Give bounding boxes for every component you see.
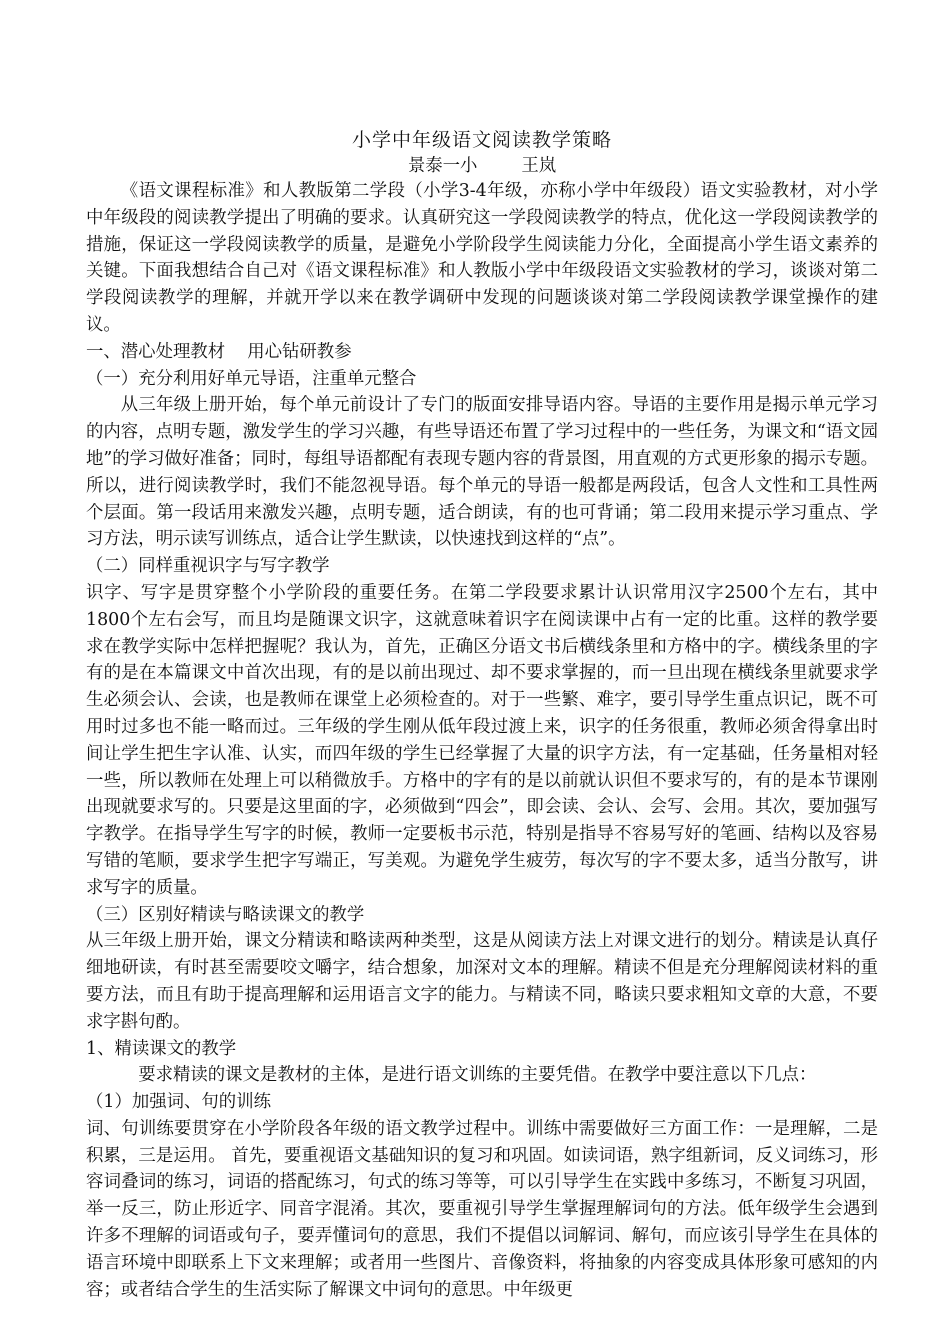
list-heading-2: （1）加强词、句的训练 xyxy=(86,1092,271,1113)
document-page xyxy=(86,126,878,1303)
document-title: 小学中年级语文阅读教学策略 xyxy=(351,129,612,151)
paragraph-literacy: 识字、写字是贯穿整个小学阶段的重要任务。在第二学段要求累计认识常用汉字2500个左右，其中1800个左右会写，而且均是随课文识字，这就意味着识字在阅读课中占有一定的比重。这样的教学要求在教学实际中怎样把握呢？我认为，首先，正确区分语文书后横线条里和方格中的字。横线条里的字有的是在本篇课文中首次出现，有的是以前出现过、却不要求掌握的，而一旦出现在横线条里就要求学生必须会认、会读，也是教师在课堂上必须检查的。对于一些繁、难字，要引导学生重点识记，既不可用时过多也不能一略而过。三年级的学生刚从低年段过渡上来，识字的任务很重，教师必须舍得拿出时间让学生把生字认准、认实，而四年级的学生已经掌握了大量的识字方法，有一定基础，任务量相对轻一些，所以教师在处理上可以稍微放手。方格中的字有的是以前就认识但不要求写的，有的是本节课刚出现就要求写的。只要是这里面的字，必须做到“四会”，即会读、会认、会写、会用。其次，要加强写字教学。在指导学生写字的时候，教师一定要板书示范，特别是指导不容易写好的笔画、结构以及容易写错的笔顺，要求学生把字写端正，写美观。为避免学生疲劳，每次写的字不要太多，适当分散写，讲求写字的质量。 xyxy=(86,582,878,898)
school-name: 景泰一小 xyxy=(407,156,478,176)
list-heading-1: 1、精读课文的教学 xyxy=(86,1038,237,1059)
author-name: 王岚 xyxy=(521,156,557,176)
byline xyxy=(86,154,878,178)
paragraph-unit-guide: 从三年级上册开始，每个单元前设计了专门的版面安排导语内容。导语的主要作用是揭示单元学习的内容，点明专题，激发学生的学习兴趣，有些导语还布置了学习过程中的一些任务，为课文和“语文园地”的学习做好准备；同时，每组导语都配有表现专题内容的背景图，用直观的方式更形象的揭示专题。所以，进行阅读教学时，我们不能忽视导语。每个单元的导语一般都是两段话，包含人文性和工具性两个层面。第一段话用来激发兴趣，点明专题，适合朗读，有的也可背诵；第二段用来提示学习重点、学习方法，明示读写训练点，适合让学生默读，以快速找到这样的“点”。 xyxy=(86,395,878,550)
subsection-heading-3: （三）区别好精读与略读课文的教学 xyxy=(86,904,365,925)
section-heading-1: 一、潜心处理教材 用心钻研教参 xyxy=(86,341,352,362)
intro-paragraph: 《语文课程标准》和人教版第二学段（小学3-4年级，亦称小学中年级段）语文实验教材，对小学中年级段的阅读教学提出了明确的要求。认真研究这一学段阅读教学的特点，优化这一学段阅读教学的措施，保证这一学段阅读教学的质量，是避免小学阶段学生阅读能力分化，全面提高小学生语文素养的关键。下面我想结合自己对《语文课程标准》和人教版小学中年级段语文实验教材的学习，谈谈对第二学段阅读教学的理解，并就开学以来在教学调研中发现的问题谈谈对第二学段阅读教学课堂操作的建议。 xyxy=(86,181,878,335)
subsection-heading-2: （二）同样重视识字与写字教学 xyxy=(86,556,330,577)
paragraph-word-training: 词、句训练要贯穿在小学阶段各年级的语文教学过程中。训练中需要做好三方面工作：一是理解，二是积累，三是运用。 首先，要重视语文基础知识的复习和巩固。如读词语，熟字组新词，反义词练习，形容词叠词的练习，词语的搭配练习，句式的练习等等，可以引导学生在实践中多练习，不断复习巩固，举一反三，防止形近字、同音字混淆。其次，要重视引导学生掌握理解词句的方法。低年级学生会遇到许多不理解的词语或句子，要弄懂词句的意思，我们不提倡以词解词、解句，而应该引导学生在具体的语言环境中即联系上下文来理解；或者用一些图片、音像资料，将抽象的内容变成具体形象可感知的内容；或者结合学生的生活实际了解课文中词句的意思。中年级更 xyxy=(86,1118,878,1300)
paragraph-intensive-reading: 从三年级上册开始，课文分精读和略读两种类型，这是从阅读方法上对课文进行的划分。精读是认真仔细地研读，有时甚至需要咬文嚼字，结合想象，加深对文本的理解。精读不但是充分理解阅读材料的重要方法，而且有助于提高理解和运用语言文字的能力。与精读不同，略读只要求粗知文章的大意，不要求字斟句酌。 xyxy=(86,931,878,1032)
paragraph-requirements: 要求精读的课文是教材的主体，是进行语文训练的主要凭借。在教学中要注意以下几点： xyxy=(138,1065,817,1086)
subsection-heading-1: （一）充分利用好单元导语，注重单元整合 xyxy=(86,368,417,389)
